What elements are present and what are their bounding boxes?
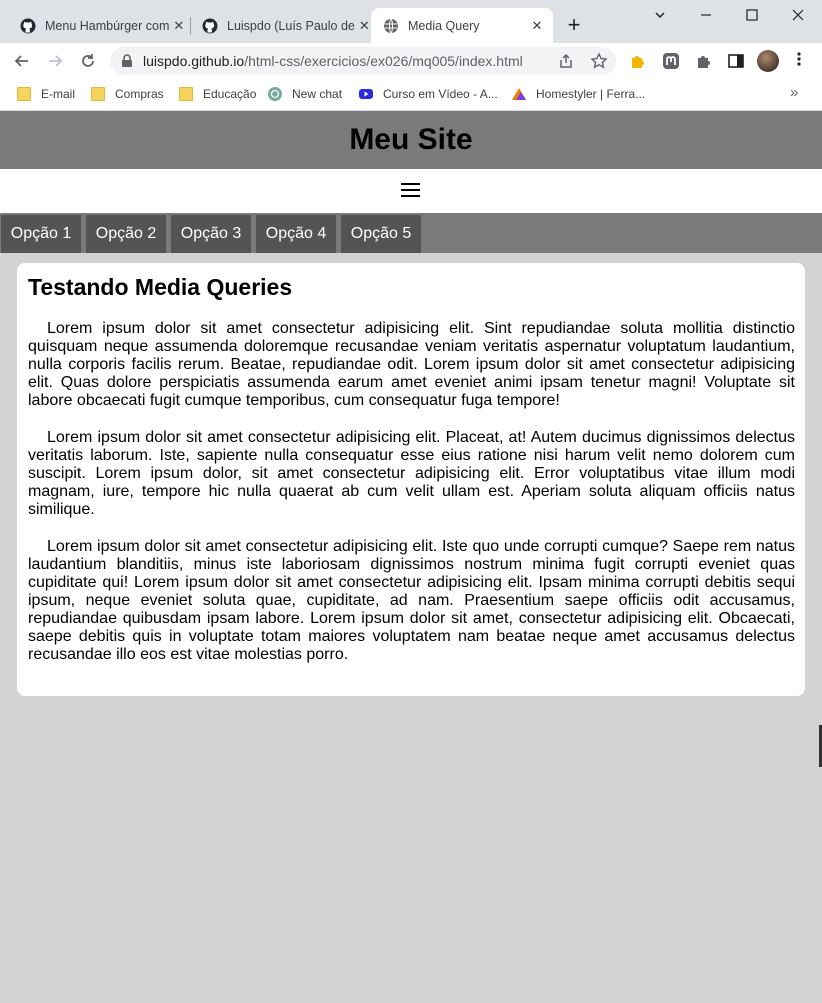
tab-luispdo[interactable]: [190, 8, 370, 43]
browser-toolbar: [0, 43, 822, 79]
url-path: /html-css/exercicios/ex026/mq005/index.html: [244, 53, 523, 69]
chatgpt-icon: [268, 87, 282, 101]
bookmark-educacao[interactable]: [179, 85, 256, 103]
nav-option-3[interactable]: Opção 3: [171, 215, 251, 253]
bookmark-label: New chat: [292, 87, 343, 101]
chevron-right-icon[interactable]: »: [790, 84, 799, 101]
tab-title: Media Query: [408, 18, 480, 33]
folder-icon: [179, 87, 193, 101]
bookmark-label: Homestyler | Ferra...: [536, 87, 646, 101]
bookmark-compras[interactable]: [91, 85, 164, 103]
address-bar[interactable]: [110, 47, 616, 75]
new-tab-button[interactable]: +: [567, 12, 581, 37]
forward-button[interactable]: [43, 49, 67, 73]
article-card: [17, 263, 805, 696]
share-icon[interactable]: [557, 52, 575, 70]
maximize-button[interactable]: [740, 4, 764, 26]
github-icon: [20, 18, 36, 34]
bookmarks-bar: [0, 79, 822, 111]
back-button[interactable]: [10, 49, 34, 73]
page-viewport: [0, 111, 822, 1003]
bookmark-homestyler[interactable]: [512, 85, 645, 103]
extensions-icon[interactable]: [695, 52, 713, 70]
article-paragraph: Lorem ipsum dolor sit amet consectetur adipisicing elit. Iste quo unde corrupti cumque? Saepe rem natus laudantium blanditiis, minus iste laboriosam dignissimos nostrum minima fugit corrupti eveniet quas cupiditate qui! Lorem ipsum dolor sit amet consectetur adipisicing elit. Ipsam minima corrupti debitis sequi ipsum, neque eveniet soluta quae, cupiditate, ad nam. Praesentium saepe officiis odit accusamus, repudiandae quibusdam ipsam labore. Lorem ipsum dolor sit amet, consectetur adipisicing elit. Obcaecati, saepe debitis quis in voluptate totam maiores voluptatem nam beatae neque amet accusamus delectus recusandae illo eos est vitae molestias porro.: [28, 538, 795, 663]
close-icon[interactable]: ✕: [358, 17, 370, 33]
bookmark-label: E-mail: [41, 87, 76, 101]
close-icon[interactable]: ✕: [173, 17, 185, 33]
back-arrow-icon: [14, 53, 30, 69]
lock-icon: [121, 54, 133, 68]
extension-puzzle-yellow-icon[interactable]: [629, 52, 647, 70]
globe-icon: [383, 18, 399, 34]
more-vertical-icon: [797, 51, 801, 67]
side-panel-icon[interactable]: [727, 52, 745, 70]
nav-option-5[interactable]: Opção 5: [341, 215, 421, 253]
url-host: luispdo.github.io: [143, 53, 245, 69]
tab-strip: [0, 0, 822, 43]
reload-icon: [80, 53, 96, 69]
folder-icon: [17, 87, 31, 101]
hamburger-menu-icon[interactable]: [401, 183, 420, 198]
video-icon: [359, 87, 373, 101]
nav-option-2[interactable]: Opção 2: [86, 215, 166, 253]
profile-avatar[interactable]: [757, 50, 779, 72]
menu-bar: [0, 169, 822, 213]
minimize-button[interactable]: [694, 4, 718, 26]
homestyler-icon: [512, 87, 526, 101]
github-icon: [202, 18, 218, 34]
bookmark-curso-em-video[interactable]: [359, 85, 498, 103]
tab-media-query[interactable]: [371, 8, 553, 43]
bookmark-star-icon[interactable]: [590, 52, 608, 70]
close-window-button[interactable]: [786, 4, 810, 26]
chrome-menu-button[interactable]: [790, 51, 808, 71]
bookmark-label: Educação: [203, 87, 257, 101]
tab-title: Menu Hambúrger com: [45, 18, 170, 33]
tab-search-icon[interactable]: [648, 4, 672, 26]
bookmark-label: Curso em Vídeo - A...: [383, 87, 498, 101]
url-text: [143, 53, 523, 69]
mastodon-icon[interactable]: [662, 52, 680, 70]
tab-menu-hamburger[interactable]: [8, 8, 190, 43]
article-heading: Testando Media Queries: [28, 274, 293, 300]
site-title: Meu Site: [349, 123, 473, 156]
nav-options: [0, 213, 822, 253]
article-paragraph: Lorem ipsum dolor sit amet consectetur adipisicing elit. Sint repudiandae soluta mollitia distinctio quisquam neque assumenda doloremque recusandae veniam veritatis aspernatur voluptatum laudantium, nulla corporis facilis rerum. Beatae, repudiandae odit. Lorem ipsum dolor sit amet consectetur adipisicing elit. Quas dolore perspiciatis assumenda earum amet eveniet animi ipsam tenetur magni! Voluptate sit labore obcaecati fugit cumque temporibus, cum consequatur fuga tempore!: [28, 320, 795, 409]
site-header: [0, 111, 822, 169]
bookmark-email[interactable]: [17, 85, 75, 103]
tab-title: Luispdo (Luís Paulo de: [227, 18, 355, 33]
bookmark-new-chat[interactable]: [268, 85, 342, 103]
forward-arrow-icon: [47, 53, 63, 69]
bookmark-label: Compras: [115, 87, 164, 101]
nav-option-1[interactable]: Opção 1: [1, 215, 81, 253]
close-icon[interactable]: ✕: [531, 17, 543, 33]
nav-option-4[interactable]: Opção 4: [256, 215, 336, 253]
reload-button[interactable]: [76, 49, 100, 73]
folder-icon: [91, 87, 105, 101]
article-paragraph: Lorem ipsum dolor sit amet consectetur adipisicing elit. Placeat, at! Autem ducimus dignissimos delectus veritatis laborum. Iste, sapiente nulla consequatur esse eius ratione nisi harum velit nemo dolorem cum suscipit. Lorem ipsum dolor, sit amet consectetur adipisicing elit. Error voluptatibus vitae illum modi magnam, iure, tempore hic nulla quaerat ab cum velit ullam est. Aperiam soluta aliquam officiis natus similique.: [28, 429, 795, 518]
